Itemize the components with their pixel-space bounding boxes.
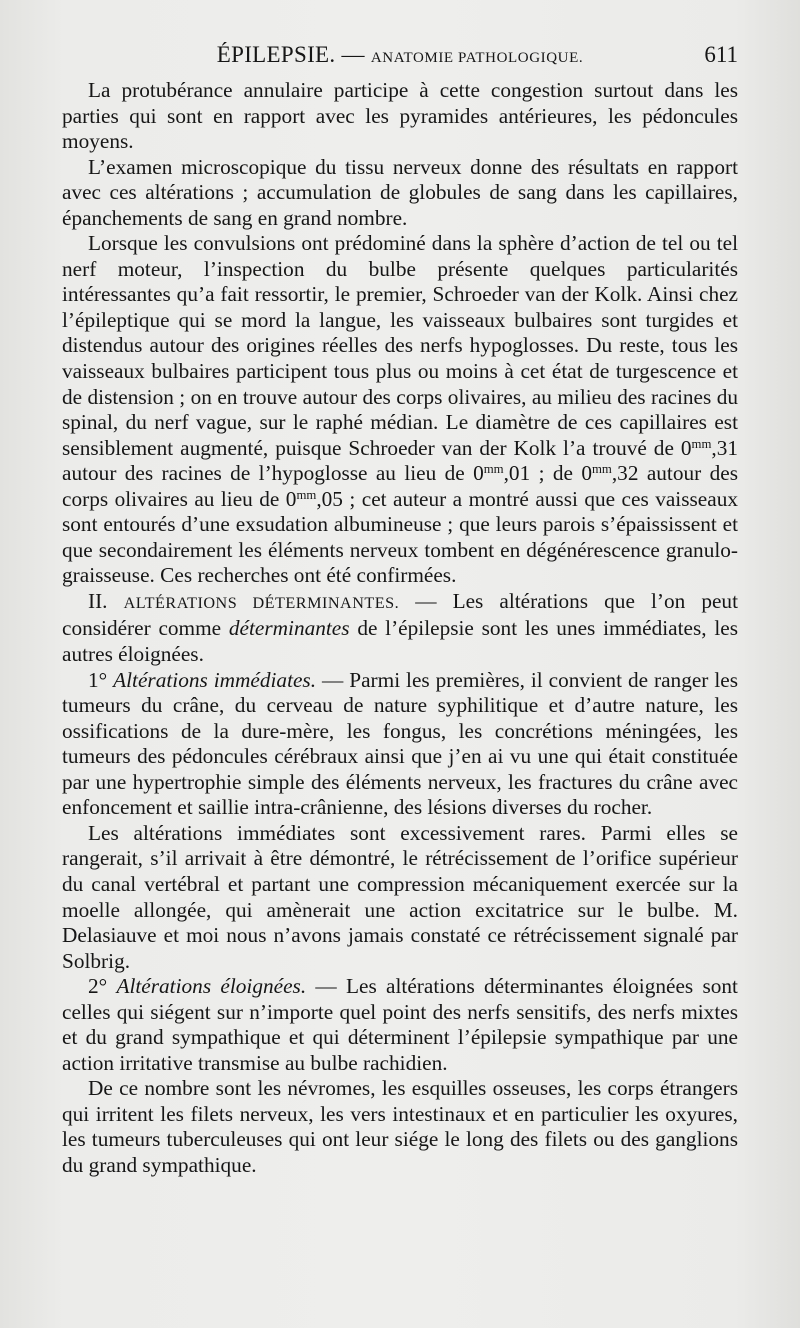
body-text: [62, 78, 738, 1179]
section-number: II.: [88, 588, 124, 613]
running-title-section: ANATOMIE PATHOLOGIQUE.: [370, 50, 584, 66]
unit-mm: mm: [691, 436, 712, 451]
paragraph-protuberance: La protubérance annulaire participe à cette congestion surtout dans les parties qui sont en rapport avec les pyramides antérieures, les pédoncules moyens.: [62, 78, 738, 154]
paragraph-microscopic-exam: L’examen microscopique du tissu nerveux donne des résultats en rapport avec ces altérations ; accumulation de globules de sang dans les capillaires, épanchements de sang en grand nombre.: [62, 154, 738, 230]
subsection-heading: Altérations immédiates.: [113, 667, 317, 692]
paragraph-distant-alterations: 2° Altérations éloignées. — Les altérations déterminantes éloignées sont celles qui siégent sur n’importe quel point des nerfs sensitifs, des nerfs mixtes et du grand sympathique et qui déterminent l’épilepsie sympathique par une action irritative transmise au bulbe rachidien.: [62, 974, 738, 1075]
unit-mm: mm: [296, 487, 317, 502]
running-header: [62, 42, 738, 72]
paragraph-immediate-alterations: 1° Altérations immédiates. — Parmi les premières, il convient de ranger les tumeurs du crâne, du cerveau de nature syphilitique et d’autre nature, les ossifications de la dure-mère, les fongus, les concrétions méningées, les tumeurs des pédoncules cérébraux ainsi que j’en ai vu une qui était constituée par une hypertrophie simple des éléments nerveux, les fractures du crâne avec enfoncement et saillie intra-crânienne, des lésions diverses du rocher.: [62, 667, 738, 820]
page-number: 611: [704, 42, 738, 67]
paragraph-immediate-rare: Les altérations immédiates sont excessivement rares. Parmi elles se rangerait, s’il arrivait à être démontré, le rétrécissement de l’orifice supérieur du canal vertébral et partant une compression mécaniquement exercée sur la moelle allongée, qui amènerait une action excitatrice sur le bulbe. M. Delasiauve et moi nous n’avons jamais constaté ce rétrécissement signalé par Solbrig.: [62, 820, 738, 973]
emphasis-determinantes: déterminantes: [228, 616, 350, 641]
running-title: [62, 42, 738, 68]
unit-mm: mm: [591, 462, 612, 477]
unit-mm: mm: [483, 462, 504, 477]
paragraph-determinant-alterations: II. ALTÉRATIONS DÉTERMINANTES. — Les altérations que l’on peut considérer comme déterminantes de l’épilepsie sont les unes immédiates, les autres éloignées.: [62, 588, 738, 667]
running-title-main: ÉPILEPSIE.: [216, 42, 336, 67]
subsection-heading: Altérations éloignées.: [116, 974, 307, 999]
section-heading: ALTÉRATIONS DÉTERMINANTES.: [123, 594, 400, 612]
running-title-dash: —: [335, 42, 371, 67]
subsection-number: 2°: [88, 974, 117, 999]
subsection-number: 1°: [88, 667, 114, 692]
paragraph-examples: De ce nombre sont les névromes, les esquilles osseuses, les corps étrangers qui irritent les filets nerveux, les vers intestinaux et en particulier les oxyures, les tumeurs tuberculeuses qui ont leur siége le long des filets ou des ganglions du grand sympathique.: [62, 1076, 738, 1177]
paragraph-schroeder-findings: Lorsque les convulsions ont prédominé dans la sphère d’action de tel ou tel nerf moteur, l’inspection du bulbe présente quelques particularités intéressantes qu’a fait ressortir, le premier, Schroeder van der Kolk. Ainsi chez l’épileptique qui se mord la langue, les vaisseaux bulbaires sont turgides et distendus autour des origines réelles des nerfs hypoglosses. Du reste, tous les vaisseaux bulbaires participent tous plus ou moins à cet état de turgescence et de distension ; on en trouve autour des corps olivaires, au milieu des racines du spinal, du nerf vague, sur le raphé médian. Le diamètre de ces capillaires est sensiblement augmenté, puisque Schroeder van der Kolk l’a trouvé de $0^{mm},31$ autour des racines de l’hypoglosse au lieu de $0^{mm},01$ ; de $0^{mm},32$ autour des corps olivaires au lieu de $0^{mm},05$ ; cet auteur a montré aussi que ces vaisseaux sont entourés d’une exsudation albumineuse ; que leurs parois s’épaississent et que secondairement les éléments nerveux tombent en dégénérescence granulo-graisseuse. Ces recherches ont été confirmées.: [62, 231, 738, 588]
